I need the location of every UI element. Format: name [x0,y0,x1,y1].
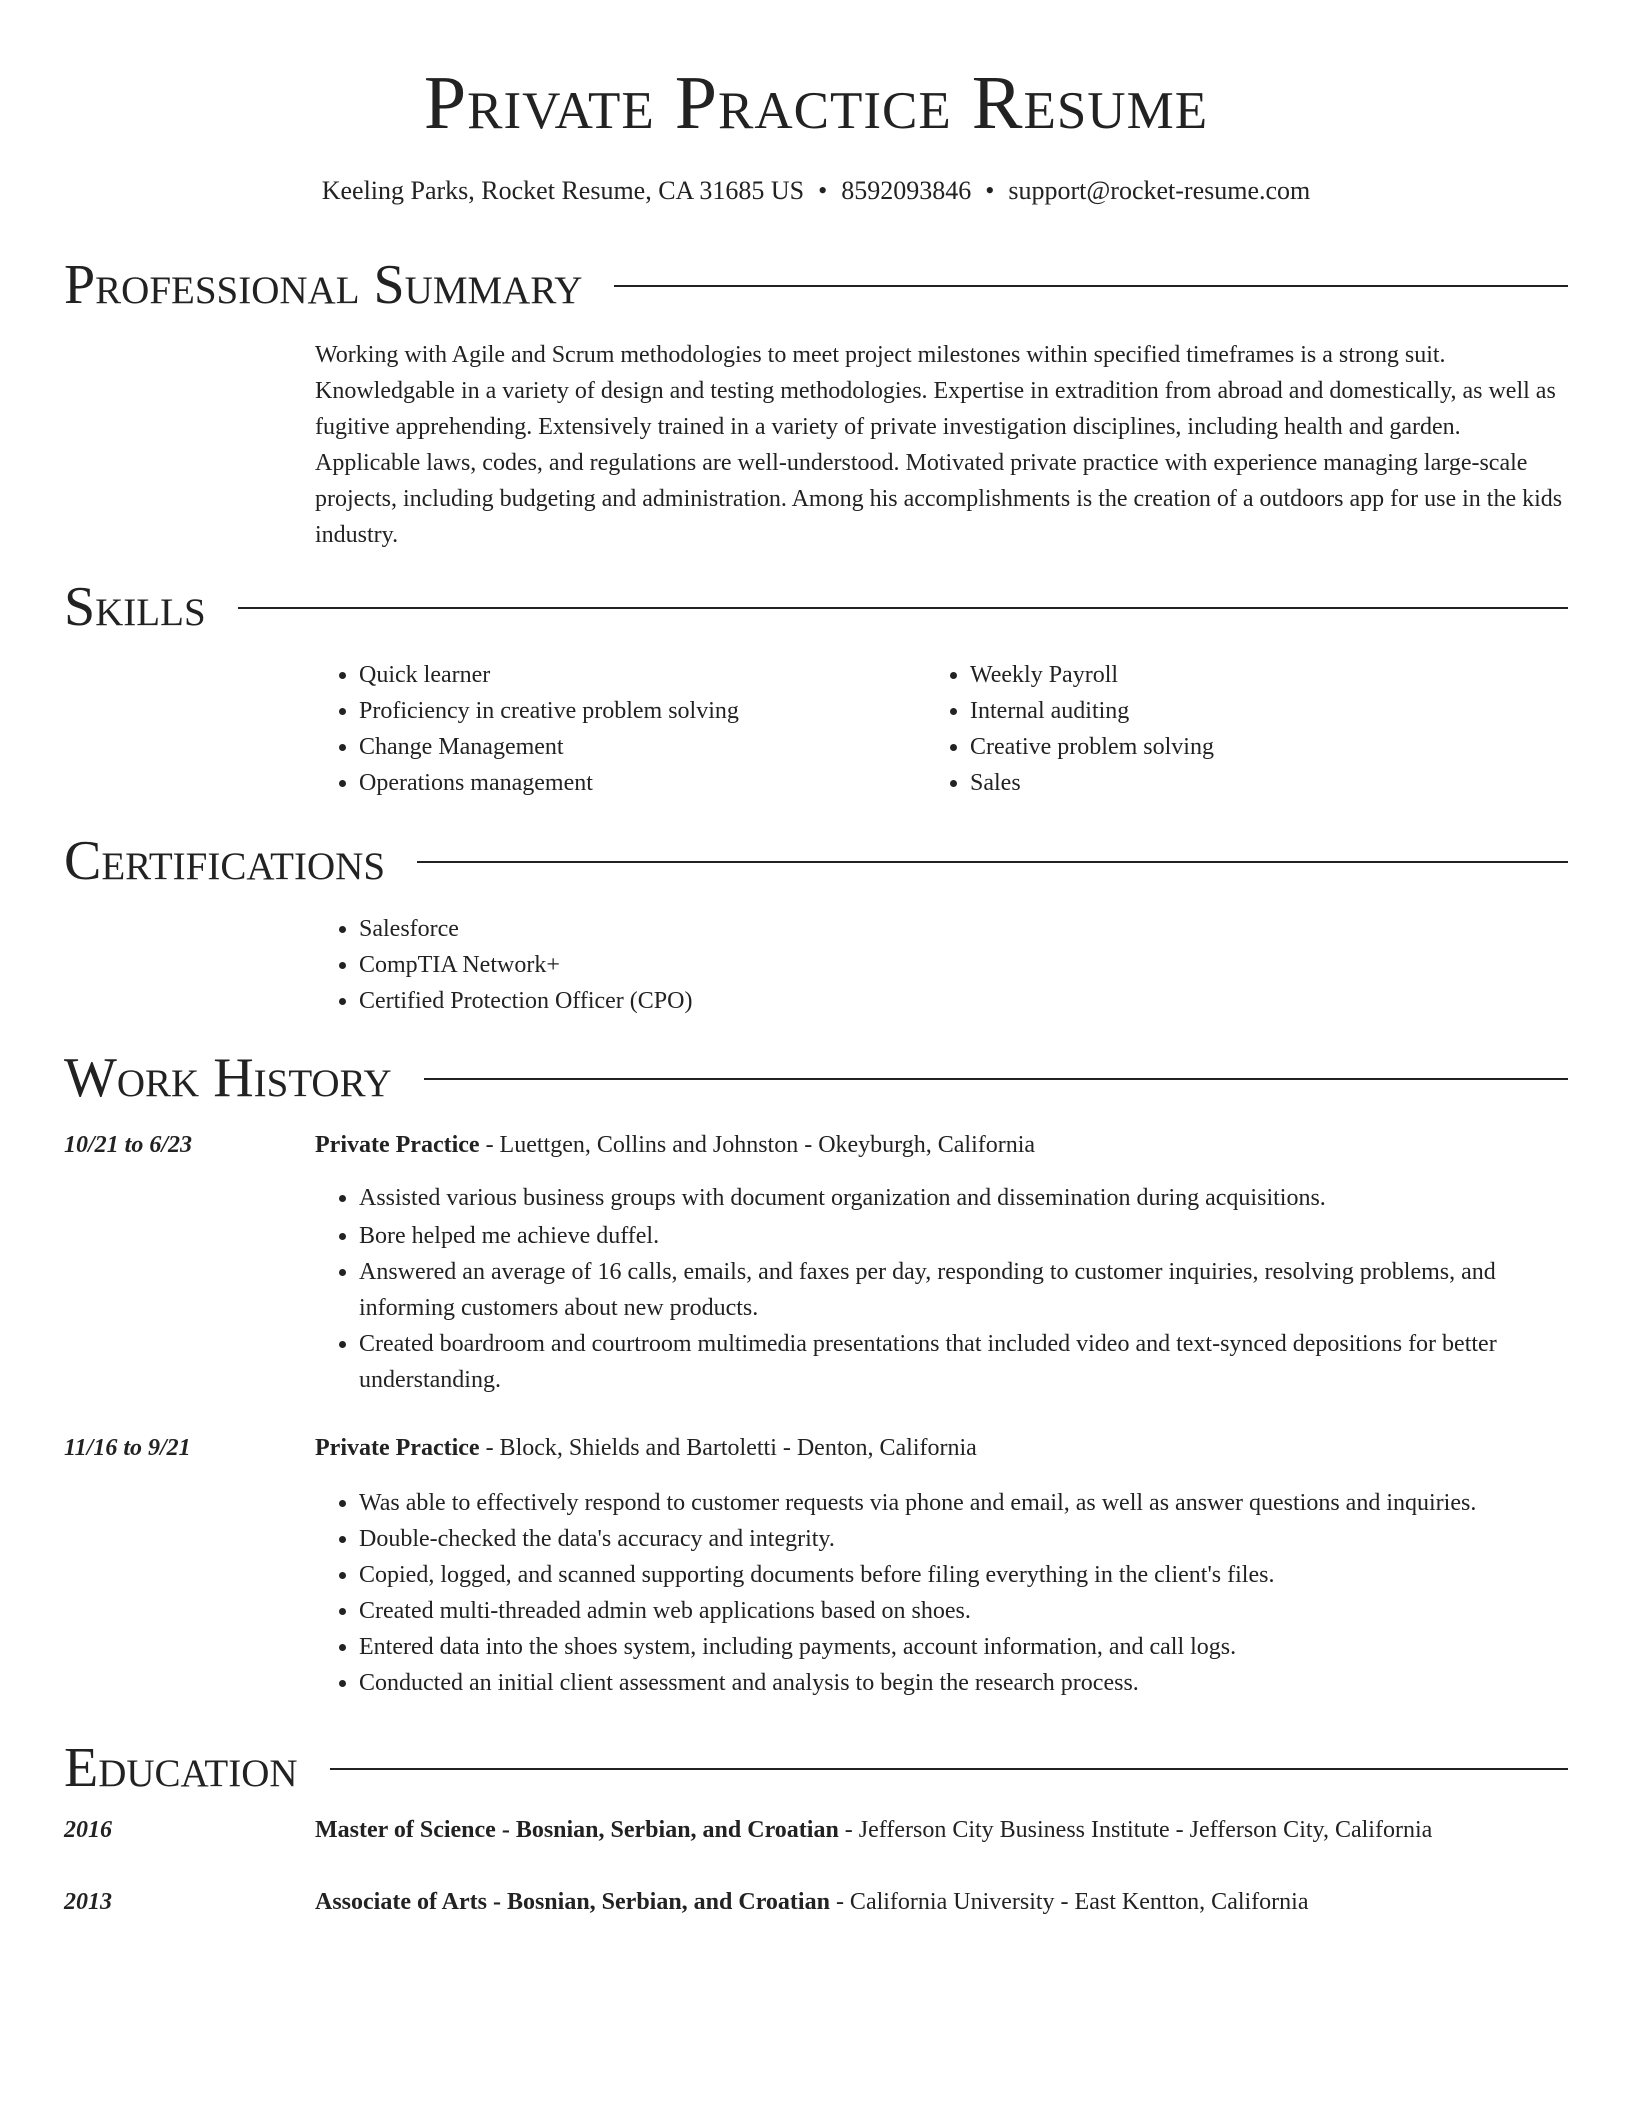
job-dates: 10/21 to 6/23 [64,1132,193,1158]
job-bullet: • Conducted an initial client assessment and analysis to begin the research process. [359,1665,1570,1701]
job-title: Private Practice [315,1435,480,1461]
education-details: - Jefferson City Business Institute - Jefferson City, California [838,1817,1433,1843]
certification-item: • Certified Protection Officer (CPO) [359,983,1315,1019]
section-title: Certifications [64,830,386,892]
education-year: 2013 [64,1889,112,1915]
education-year: 2016 [64,1817,112,1843]
job-bullet: • Assisted various business groups with document organization and dissemination during acquisitions. [359,1180,1570,1216]
education-entry [315,1812,1432,1848]
resume-title: Private Practice Resume [423,61,1209,145]
job-bullet: • Was able to effectively respond to customer requests via phone and email, as well as answer questions and inquiries. [359,1485,1570,1521]
skill-item: • Sales [970,765,1526,801]
job-bullet: • Bore helped me achieve duffel. [359,1218,1570,1254]
summary-text: Working with Agile and Scrum methodologies to meet project milestones within specified timeframes is a strong suit. Knowledgable in a variety of design and testing methodologies. Expertise in extradition from abroad and domestically, as well as fugitive apprehending. Extensively trained in a variety of private investigation disciplines, including health and garden. Applicable laws, codes, and regulations are well-understood. Motivated private practice with experience managing large-scale projects, including budgeting and administration. Among his accomplishments is the creation of a outdoors app for use in the kids industry. [315,342,1563,548]
skill-item: • Proficiency in creative problem solving [359,693,915,729]
job-bullet: • Created boardroom and courtroom multimedia presentations that included video and text-synced depositions for better understanding. [359,1326,1570,1398]
certifications-section-header [64,826,1568,896]
job-bullet: • Copied, logged, and scanned supporting documents before filing everything in the client's files. [359,1557,1570,1593]
job-details: - Luettgen, Collins and Johnston - Okeyburgh, California [479,1132,1036,1158]
skill-item: • Weekly Payroll [970,657,1526,693]
job-bullet: • Answered an average of 16 calls, emails, and faxes per day, responding to customer inquiries, resolving problems, and informing customers about new products. [359,1254,1570,1326]
job-heading [315,1430,977,1466]
certifications-list [315,911,1315,1019]
job-bullets [315,1180,1570,1398]
education-degree: Associate of Arts - Bosnian, Serbian, and Croatian [315,1889,830,1915]
contact-address: Keeling Parks, Rocket Resume, CA 31685 US [321,176,805,205]
job-bullet: • Created multi-threaded admin web applications based on shoes. [359,1593,1570,1629]
section-divider [330,1768,1568,1770]
skills-section-header [64,572,1568,642]
skill-item: • Internal auditing [970,693,1526,729]
contact-email[interactable]: support@rocket-resume.com [1008,176,1311,205]
certification-item: • CompTIA Network+ [359,947,1315,983]
skill-item: • Operations management [359,765,915,801]
skills-right-column [926,657,1526,801]
skill-item: • Creative problem solving [970,729,1526,765]
certification-item: • Salesforce [359,911,1315,947]
education-entry [315,1884,1308,1920]
job-bullets [315,1485,1570,1701]
section-divider [614,285,1568,287]
section-title: Skills [64,576,206,638]
job-bullet: • Double-checked the data's accuracy and integrity. [359,1521,1570,1557]
education-details: - California University - East Kentton, California [829,1889,1309,1915]
job-title: Private Practice [315,1132,480,1158]
contact-separator: • [818,176,828,205]
job-dates: 11/16 to 9/21 [64,1435,191,1461]
job-heading [315,1127,1035,1163]
skill-item: • Quick learner [359,657,915,693]
education-section-header [64,1733,1568,1803]
section-divider [424,1078,1568,1080]
education-degree: Master of Science - Bosnian, Serbian, and Croatian [315,1817,839,1843]
contact-separator: • [985,176,995,205]
section-divider [417,861,1568,863]
contact-phone: 8592093846 [841,176,972,205]
job-details: - Block, Shields and Bartoletti - Denton, California [479,1435,977,1461]
section-title: Professional Summary [64,254,583,316]
summary-section-header [64,250,1568,320]
skills-left-column [315,657,915,801]
section-title: Work History [64,1047,392,1109]
contact-line [0,174,1632,208]
work-section-header [64,1043,1568,1113]
section-title: Education [64,1737,298,1799]
section-divider [238,607,1568,609]
job-bullet: • Entered data into the shoes system, including payments, account information, and call logs. [359,1629,1570,1665]
skill-item: • Change Management [359,729,915,765]
